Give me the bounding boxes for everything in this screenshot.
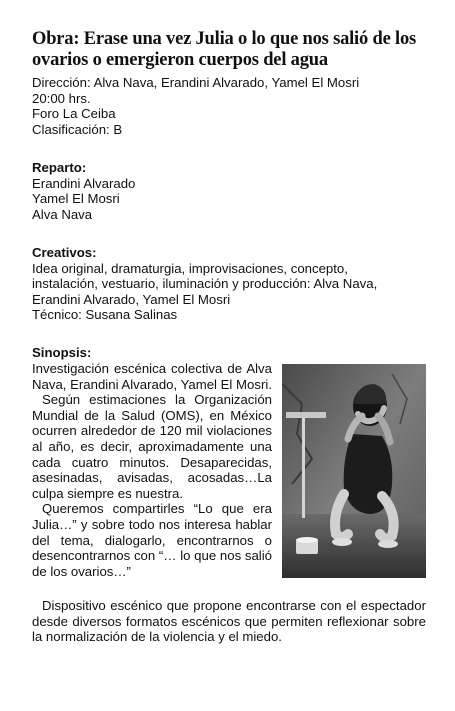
rating-line: Clasificación: B: [32, 121, 123, 137]
synopsis-paragraph: Investigación escénica colectiva de Alva Nava, Erandini Alvarado, Yamel El Mosri.: [32, 361, 272, 392]
synopsis-column: [32, 361, 272, 579]
synopsis-paragraph: Queremos compartirles “Lo que era Julia…” y sobre todo nos interesa hablar del tema, dialogarlo, encontrarnos o desencontrarnos con “… lo que nos salió de los ovarios…”: [32, 501, 272, 579]
synopsis-heading-wrap: [32, 345, 427, 361]
performance-photo: [282, 364, 426, 578]
play-info: [32, 75, 359, 137]
performer-photo-illustration: [282, 364, 426, 578]
creatives-credits: Idea original, dramaturgia, improvisaciones, concepto, instalación, vestuario, iluminación y producción: Alva Nava, Erandini Alvarado, Yamel El Mosri: [32, 260, 378, 307]
cast-section: [32, 160, 427, 222]
direction-line: Dirección: Alva Nava, Erandini Alvarado, Yamel El Mosri: [32, 75, 360, 90]
cast-heading: Reparto:: [32, 160, 87, 175]
creatives-heading: Creativos:: [32, 245, 97, 260]
technician-line: Técnico: Susana Salinas: [32, 307, 178, 322]
cast-member: Erandini Alvarado: [32, 175, 136, 191]
synopsis-heading: Sinopsis:: [32, 345, 92, 360]
synopsis-paragraph-final: Dispositivo escénico que propone encontrarse con el espectador desde diversos formatos escénicos que permiten reflexionar sobre la normalización de la violencia y el miedo.: [32, 598, 426, 645]
creatives-section: [32, 245, 427, 323]
play-title: Obra: Erase una vez Julia o lo que nos salió de los ovarios o emergieron cuerpos del agua: [32, 29, 416, 70]
cast-member: Yamel El Mosri: [32, 191, 120, 206]
venue-line: Foro La Ceiba: [32, 106, 116, 121]
synopsis-paragraph: Según estimaciones la Organización Mundial de la Salud (OMS), en México ocurren alrededor de 120 mil violaciones al año, es decir, aproximadamente una cada cuatro minutos. Desaparecidas, asesinadas, avisadas, acosadas…La culpa siempre es nuestra.: [32, 392, 272, 501]
cast-member: Alva Nava: [32, 206, 93, 222]
time-line: 20:00 hrs.: [32, 90, 91, 106]
